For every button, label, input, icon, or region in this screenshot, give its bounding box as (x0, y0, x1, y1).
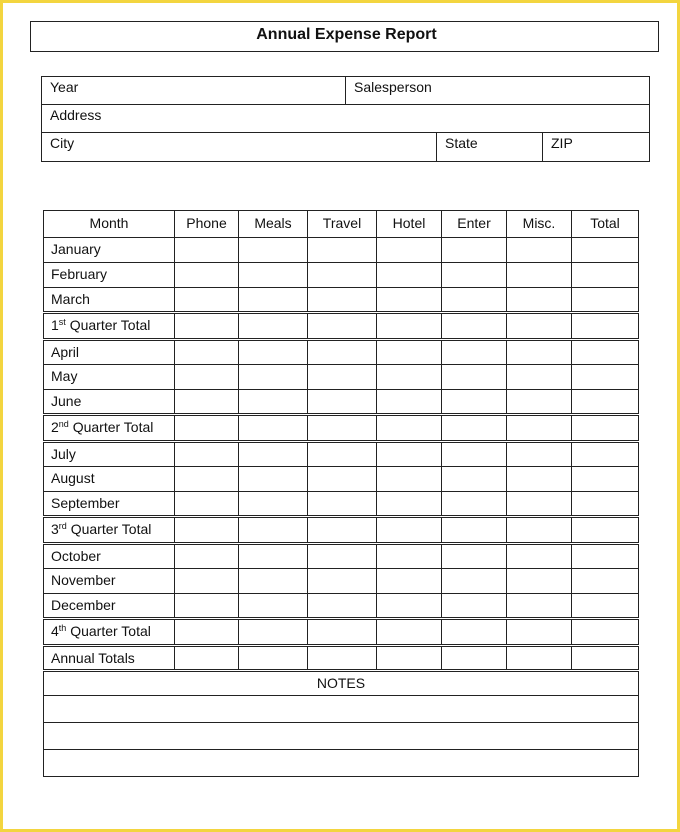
title-box (30, 21, 659, 52)
table-cell-input[interactable] (507, 544, 572, 569)
month-label: March (44, 288, 175, 313)
table-cell-input[interactable] (572, 594, 639, 619)
table-cell-input[interactable] (239, 390, 308, 415)
notes-line (44, 723, 639, 750)
table-cell-input[interactable] (175, 365, 239, 390)
table-cell-input[interactable] (507, 340, 572, 365)
table-cell-input[interactable] (175, 492, 239, 517)
year-field[interactable]: Year (42, 77, 346, 104)
table-cell-input[interactable] (377, 467, 442, 492)
table-cell-input[interactable] (442, 288, 507, 313)
page-title: Annual Expense Report (256, 26, 437, 43)
table-cell-input[interactable] (442, 415, 507, 442)
table-cell-input[interactable] (308, 340, 377, 365)
header-travel: Travel (308, 211, 377, 238)
month-label: December (44, 594, 175, 619)
table-cell-input[interactable] (442, 467, 507, 492)
table-row (44, 340, 639, 365)
table-cell-input[interactable] (308, 238, 377, 263)
table-cell-input[interactable] (239, 569, 308, 594)
quarter-total-label (44, 517, 175, 544)
header-enter: Enter (442, 211, 507, 238)
table-cell-input[interactable] (377, 594, 442, 619)
header-meals: Meals (239, 211, 308, 238)
table-cell-input[interactable] (239, 492, 308, 517)
table-cell-input[interactable] (377, 517, 442, 544)
table-cell-input[interactable] (507, 569, 572, 594)
info-row-year (42, 77, 649, 105)
table-cell-input[interactable] (175, 619, 239, 646)
table-cell-input[interactable] (377, 646, 442, 671)
city-field[interactable]: City (42, 133, 437, 161)
table-cell-input[interactable] (572, 238, 639, 263)
table-row (44, 467, 639, 492)
expense-table (43, 210, 639, 777)
quarter-ordinal-suffix: st (58, 317, 66, 327)
table-cell-input[interactable] (175, 340, 239, 365)
table-cell-input[interactable] (572, 646, 639, 671)
table-cell-input[interactable] (377, 544, 442, 569)
table-row (44, 288, 639, 313)
info-row-address (42, 105, 649, 133)
table-cell-input[interactable] (442, 594, 507, 619)
table-cell-input[interactable] (572, 442, 639, 467)
table-cell-input[interactable] (442, 340, 507, 365)
table-cell-input[interactable] (507, 517, 572, 544)
table-cell-input[interactable] (507, 390, 572, 415)
table-cell-input[interactable] (507, 442, 572, 467)
table-cell-input[interactable] (308, 517, 377, 544)
table-cell-input[interactable] (377, 365, 442, 390)
table-cell-input[interactable] (377, 340, 442, 365)
table-cell-input[interactable] (239, 594, 308, 619)
table-cell-input[interactable] (175, 594, 239, 619)
table-cell-input[interactable] (572, 313, 639, 340)
table-row (44, 544, 639, 569)
table-cell-input[interactable] (377, 263, 442, 288)
table-cell-input[interactable] (572, 619, 639, 646)
table-cell-input[interactable] (239, 415, 308, 442)
notes-line (44, 750, 639, 777)
table-cell-input[interactable] (507, 492, 572, 517)
quarter-number: 2 (51, 419, 59, 435)
table-cell-input[interactable] (572, 517, 639, 544)
table-cell-input[interactable] (442, 263, 507, 288)
annual-totals-row (44, 646, 639, 671)
quarter-total-label (44, 415, 175, 442)
notes-header-row (44, 671, 639, 696)
table-cell-input[interactable] (377, 442, 442, 467)
table-cell-input[interactable] (308, 263, 377, 288)
notes-heading: NOTES (44, 671, 639, 696)
table-cell-input[interactable] (377, 619, 442, 646)
table-row (44, 569, 639, 594)
notes-input[interactable] (44, 696, 639, 723)
header-month: Month (44, 211, 175, 238)
table-cell-input[interactable] (572, 492, 639, 517)
notes-input[interactable] (44, 750, 639, 777)
table-cell-input[interactable] (507, 415, 572, 442)
table-cell-input[interactable] (507, 619, 572, 646)
quarter-total-row (44, 415, 639, 442)
table-cell-input[interactable] (572, 263, 639, 288)
table-row (44, 263, 639, 288)
quarter-total-label (44, 619, 175, 646)
table-cell-input[interactable] (442, 569, 507, 594)
table-cell-input[interactable] (507, 594, 572, 619)
table-cell-input[interactable] (308, 365, 377, 390)
table-cell-input[interactable] (239, 365, 308, 390)
quarter-ordinal-suffix: th (58, 623, 67, 633)
table-cell-input[interactable] (239, 467, 308, 492)
table-row (44, 390, 639, 415)
quarter-ordinal-suffix: rd (58, 521, 67, 531)
table-cell-input[interactable] (175, 442, 239, 467)
table-row (44, 492, 639, 517)
quarter-ordinal-suffix: nd (58, 419, 69, 429)
table-cell-input[interactable] (239, 544, 308, 569)
table-cell-input[interactable] (442, 390, 507, 415)
month-label: July (44, 442, 175, 467)
table-cell-input[interactable] (377, 313, 442, 340)
quarter-number: 4 (51, 623, 59, 639)
table-cell-input[interactable] (572, 544, 639, 569)
table-row (44, 594, 639, 619)
table-cell-input[interactable] (308, 442, 377, 467)
table-cell-input[interactable] (308, 313, 377, 340)
table-row (44, 442, 639, 467)
month-label: February (44, 263, 175, 288)
table-cell-input[interactable] (239, 238, 308, 263)
month-label: January (44, 238, 175, 263)
table-cell-input[interactable] (377, 390, 442, 415)
table-row (44, 238, 639, 263)
table-cell-input[interactable] (175, 415, 239, 442)
document-page (3, 3, 677, 829)
table-header-row (44, 211, 639, 238)
table-cell-input[interactable] (175, 569, 239, 594)
month-label: June (44, 390, 175, 415)
header-hotel: Hotel (377, 211, 442, 238)
table-cell-input[interactable] (308, 467, 377, 492)
notes-input[interactable] (44, 723, 639, 750)
table-cell-input[interactable] (377, 288, 442, 313)
table-cell-input[interactable] (308, 594, 377, 619)
quarter-total-row (44, 313, 639, 340)
notes-line (44, 696, 639, 723)
table-cell-input[interactable] (175, 263, 239, 288)
table-cell-input[interactable] (308, 619, 377, 646)
quarter-total-text: Quarter Total (66, 623, 151, 639)
month-label: October (44, 544, 175, 569)
zip-field[interactable]: ZIP (551, 135, 573, 151)
quarter-number: 3 (51, 521, 59, 537)
table-cell-input[interactable] (442, 544, 507, 569)
table-cell-input[interactable] (239, 313, 308, 340)
table-cell-input[interactable] (442, 619, 507, 646)
state-field[interactable]: State (437, 133, 543, 161)
table-cell-input[interactable] (507, 467, 572, 492)
table-cell-input[interactable] (442, 313, 507, 340)
expense-body (44, 238, 639, 777)
table-cell-input[interactable] (175, 467, 239, 492)
table-cell-input[interactable] (308, 288, 377, 313)
table-cell-input[interactable] (507, 646, 572, 671)
table-cell-input[interactable] (239, 288, 308, 313)
table-cell-input[interactable] (175, 390, 239, 415)
quarter-number: 1 (51, 317, 59, 333)
month-label: November (44, 569, 175, 594)
table-cell-input[interactable] (175, 288, 239, 313)
table-cell-input[interactable] (507, 288, 572, 313)
table-cell-input[interactable] (377, 569, 442, 594)
table-cell-input[interactable] (377, 238, 442, 263)
quarter-total-row (44, 619, 639, 646)
table-cell-input[interactable] (442, 365, 507, 390)
table-cell-input[interactable] (442, 442, 507, 467)
table-cell-input[interactable] (572, 390, 639, 415)
table-cell-input[interactable] (507, 238, 572, 263)
table-cell-input[interactable] (377, 492, 442, 517)
address-field[interactable]: Address (50, 107, 102, 123)
table-cell-input[interactable] (507, 365, 572, 390)
annual-totals-label: Annual Totals (44, 646, 175, 671)
info-row-city (42, 133, 649, 161)
month-label: August (44, 467, 175, 492)
table-cell-input[interactable] (239, 619, 308, 646)
info-section (41, 76, 650, 162)
table-cell-input[interactable] (572, 415, 639, 442)
table-cell-input[interactable] (239, 340, 308, 365)
table-cell-input[interactable] (572, 288, 639, 313)
quarter-total-row (44, 517, 639, 544)
table-cell-input[interactable] (175, 646, 239, 671)
table-cell-input[interactable] (175, 517, 239, 544)
quarter-total-label (44, 313, 175, 340)
table-cell-input[interactable] (308, 646, 377, 671)
table-cell-input[interactable] (572, 569, 639, 594)
table-cell-input[interactable] (572, 467, 639, 492)
table-cell-input[interactable] (308, 569, 377, 594)
table-cell-input[interactable] (442, 517, 507, 544)
table-cell-input[interactable] (175, 313, 239, 340)
table-cell-input[interactable] (572, 340, 639, 365)
table-cell-input[interactable] (572, 365, 639, 390)
header-phone: Phone (175, 211, 239, 238)
table-cell-input[interactable] (175, 238, 239, 263)
table-cell-input[interactable] (308, 415, 377, 442)
table-cell-input[interactable] (442, 492, 507, 517)
header-total: Total (572, 211, 639, 238)
month-label: May (44, 365, 175, 390)
salesperson-field[interactable]: Salesperson (354, 79, 432, 95)
table-cell-input[interactable] (507, 263, 572, 288)
table-cell-input[interactable] (239, 646, 308, 671)
table-cell-input[interactable] (308, 492, 377, 517)
table-cell-input[interactable] (442, 238, 507, 263)
table-cell-input[interactable] (377, 415, 442, 442)
quarter-total-text: Quarter Total (68, 419, 154, 435)
table-cell-input[interactable] (175, 544, 239, 569)
table-cell-input[interactable] (239, 442, 308, 467)
header-misc: Misc. (507, 211, 572, 238)
table-cell-input[interactable] (507, 313, 572, 340)
table-cell-input[interactable] (442, 646, 507, 671)
table-cell-input[interactable] (239, 263, 308, 288)
table-cell-input[interactable] (239, 517, 308, 544)
month-label: April (44, 340, 175, 365)
table-cell-input[interactable] (308, 390, 377, 415)
table-cell-input[interactable] (308, 544, 377, 569)
table-row (44, 365, 639, 390)
quarter-total-text: Quarter Total (65, 317, 151, 333)
quarter-total-text: Quarter Total (66, 521, 152, 537)
month-label: September (44, 492, 175, 517)
